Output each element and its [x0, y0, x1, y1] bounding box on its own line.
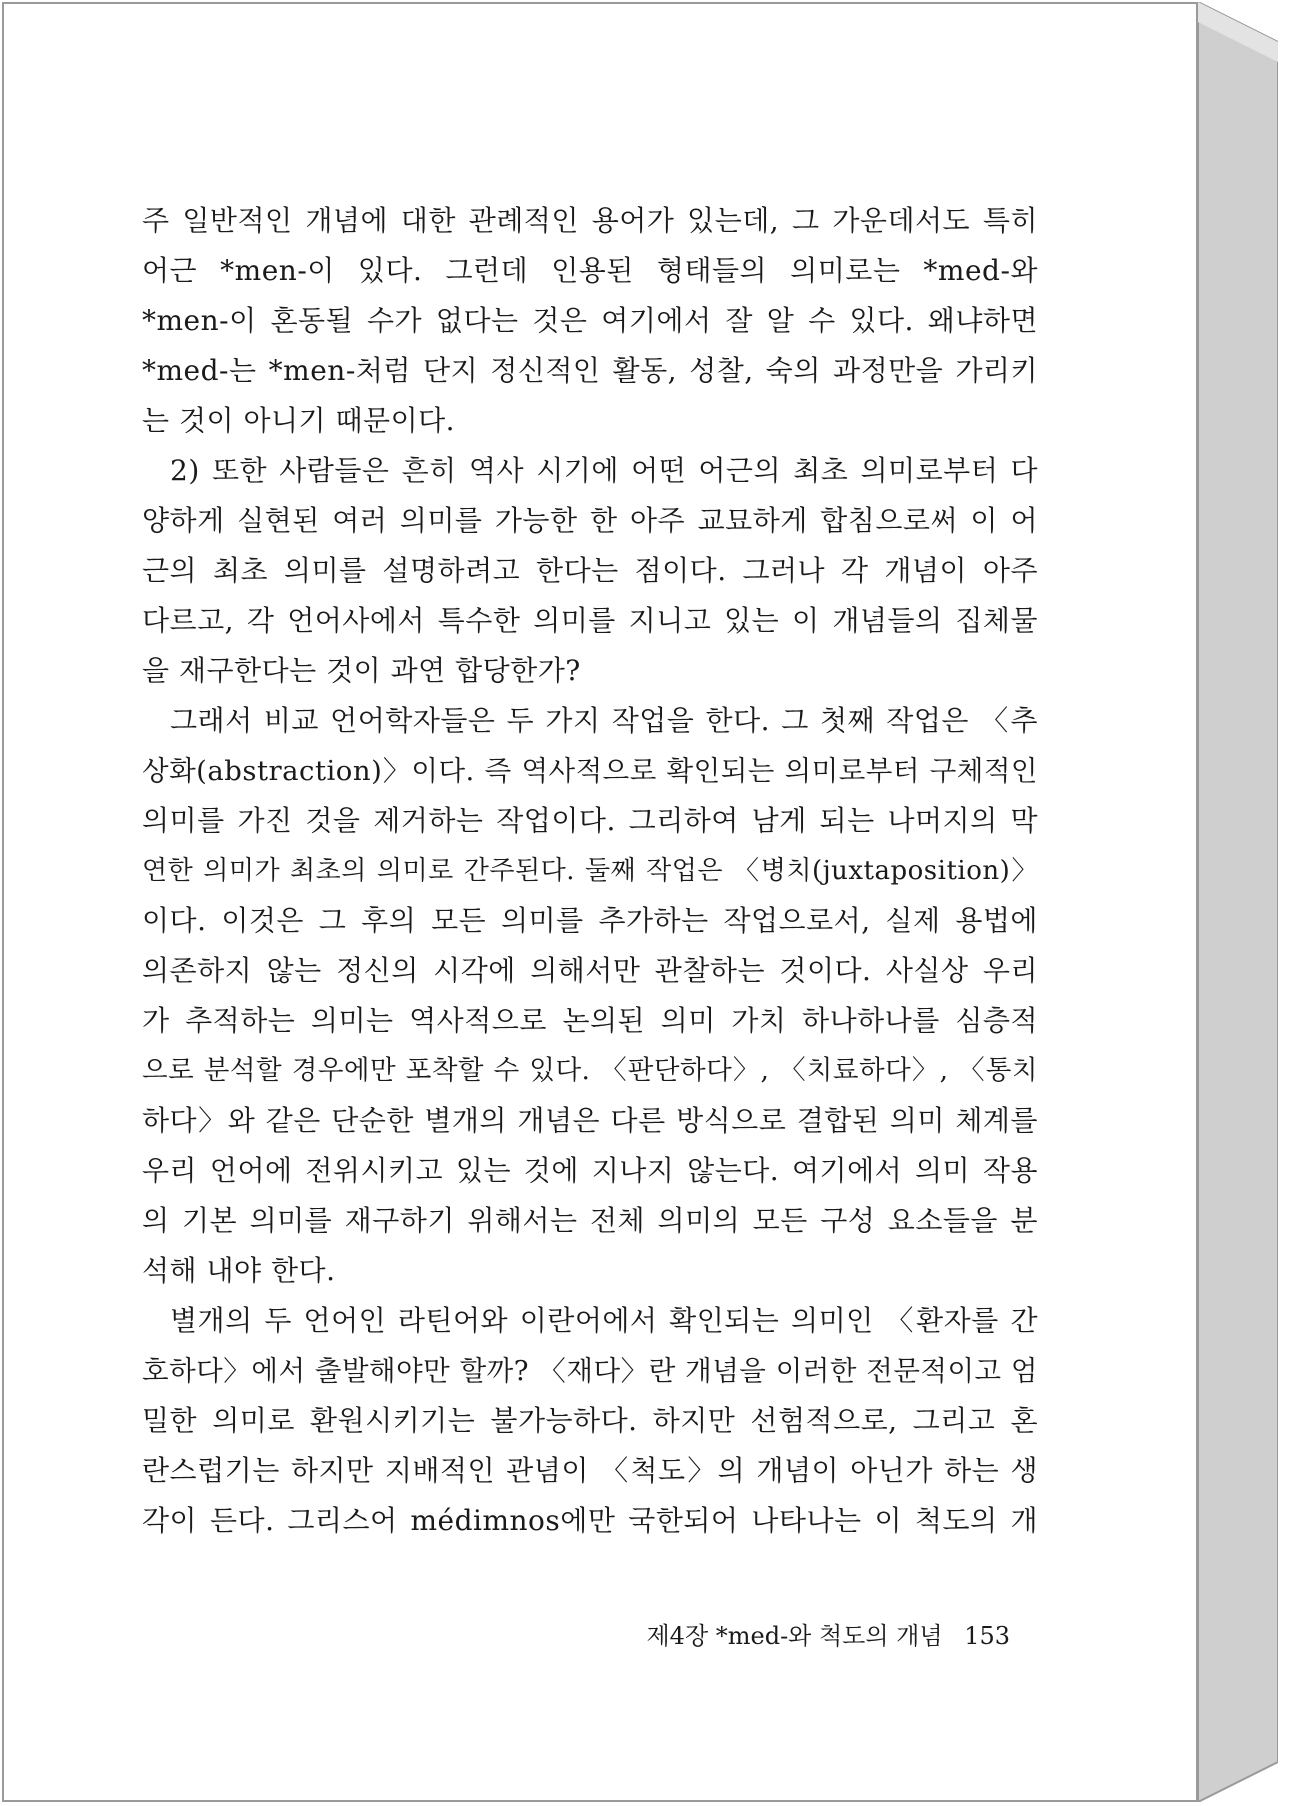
text-line: 하다〉와 같은 단순한 별개의 개념은 다른 방식으로 결합된 의미 체계를	[142, 1104, 1038, 1137]
text-line: 주 일반적인 개념에 대한 관례적인 용어가 있는데, 그 가운데서도 특히	[142, 204, 1038, 237]
text-line: 의존하지 않는 정신의 시각에 의해서만 관찰하는 것이다. 사실상 우리	[142, 954, 1038, 987]
text-line: 어근 *men-이 있다. 그런데 인용된 형태들의 의미로는 *med-와	[142, 254, 1038, 287]
text-line: 양하게 실현된 여러 의미를 가능한 한 아주 교묘하게 합침으로써 이 어	[142, 504, 1038, 537]
text-line: 는 것이 아니기 때문이다.	[142, 404, 456, 437]
text-line: 으로 분석할 경우에만 포착할 수 있다. 〈판단하다〉, 〈치료하다〉, 〈통치	[142, 1055, 1038, 1086]
text-line: 근의 최초 의미를 설명하려고 한다는 점이다. 그러나 각 개념이 아주	[142, 554, 1038, 587]
text-line: *men-이 혼동될 수가 없다는 것은 여기에서 잘 알 수 있다. 왜냐하면	[142, 304, 1038, 337]
text-line: 그래서 비교 언어학자들은 두 가지 작업을 한다. 그 첫째 작업은 〈추	[170, 704, 1038, 737]
text-line: 의미를 가진 것을 제거하는 작업이다. 그리하여 남게 되는 나머지의 막	[142, 804, 1038, 837]
text-line: 석해 내야 한다.	[142, 1254, 336, 1287]
text-line: 의 기본 의미를 재구하기 위해서는 전체 의미의 모든 구성 요소들을 분	[142, 1204, 1038, 1237]
text-line: 가 추적하는 의미는 역사적으로 논의된 의미 가치 하나하나를 심층적	[142, 1004, 1038, 1037]
text-line: 밀한 의미로 환원시키기는 불가능하다. 하지만 선험적으로, 그리고 혼	[142, 1404, 1038, 1437]
page-edge-3d	[1198, 2, 1278, 1802]
text-line: 상화(abstraction)〉이다. 즉 역사적으로 확인되는 의미로부터 구체적인	[142, 755, 1038, 787]
text-line: 연한 의미가 최초의 의미로 간주된다. 둘째 작업은 〈병치(juxtaposition)〉	[142, 856, 1038, 886]
text-line: 각이 든다. 그리스어 médimnos에만 국한되어 나타나는 이 척도의 개	[142, 1504, 1038, 1537]
page-footer	[640, 1616, 1010, 1651]
text-line: 을 재구한다는 것이 과연 합당한가?	[142, 654, 581, 687]
page-number: 153	[964, 1622, 1010, 1650]
text-line: 별개의 두 언어인 라틴어와 이란어에서 확인되는 의미인 〈환자를 간	[170, 1304, 1038, 1337]
text-line: 호하다〉에서 출발해야만 할까? 〈재다〉란 개념을 이러한 전문적이고 엄	[142, 1355, 1038, 1387]
text-line: 2) 또한 사람들은 흔히 역사 시기에 어떤 어근의 최초 의미로부터 다	[170, 454, 1038, 487]
text-line: *med-는 *men-처럼 단지 정신적인 활동, 성찰, 숙의 과정만을 가리키	[142, 354, 1038, 387]
running-head: 제4장 *med-와 척도의 개념	[646, 1622, 943, 1650]
text-line: 다르고, 각 언어사에서 특수한 의미를 지니고 있는 이 개념들의 집체물	[142, 604, 1038, 637]
text-line: 란스럽기는 하지만 지배적인 관념이 〈척도〉의 개념이 아닌가 하는 생	[142, 1454, 1038, 1487]
body-text	[142, 196, 1038, 1546]
text-line: 이다. 이것은 그 후의 모든 의미를 추가하는 작업으로서, 실제 용법에	[142, 904, 1038, 937]
text-line: 우리 언어에 전위시키고 있는 것에 지나지 않는다. 여기에서 의미 작용	[142, 1154, 1038, 1187]
